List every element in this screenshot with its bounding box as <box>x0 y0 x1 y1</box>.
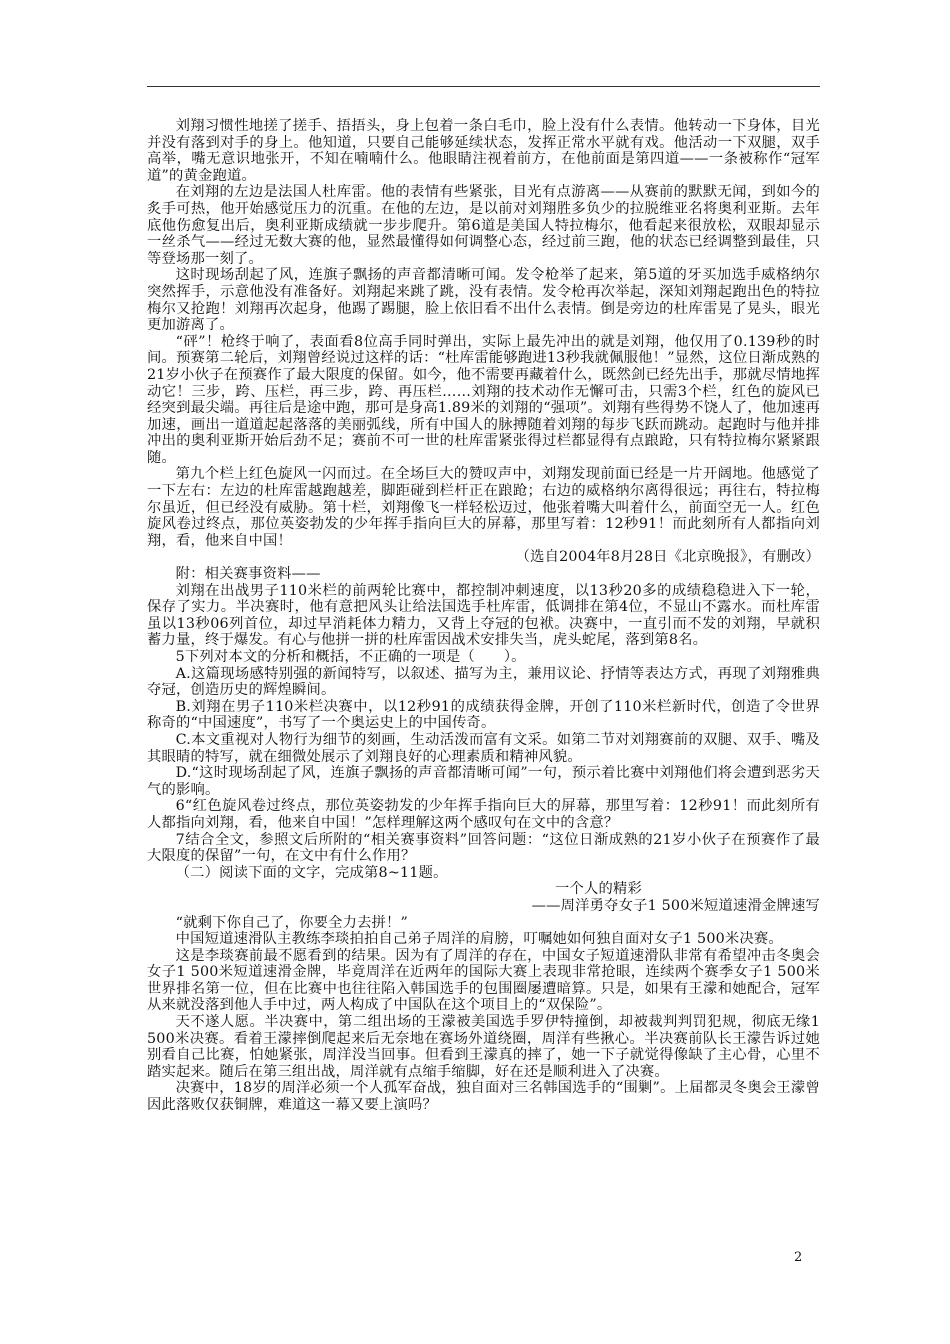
question-5-option-a: A.这篇现场感特别强的新闻特写，以叙述、描写为主，兼用议论、抒情等表达方式，再现了刘翔雅典夺冠，创造历史的辉煌瞬间。 <box>147 665 820 699</box>
appendix-heading: 附：相关赛事资料—— <box>175 566 321 583</box>
article2-subtitle: ——周洋勇夺女子1 500米短道速滑金牌速写 <box>531 897 820 914</box>
question-6: 6“红色旋风卷过终点，那位英姿勃发的少年挥手指向巨大的屏幕，那里写着：12秒91！而此刻所有人都指向刘翔，看，他来自中国！”怎样理解这两个感叹句在文中的含意？ <box>147 798 820 831</box>
question-5-stem: 5下列对本文的分析和概括，不正确的一项是（ ）。 <box>175 649 526 665</box>
article1-source: （选自2004年8月28日《北京晚报》，有删改） <box>515 549 820 566</box>
question-5-option-d: D.“这时现场刮起了风，连旗子飘扬的声音都清晰可闻”一句，预示着比赛中刘翔他们将会遭到恶劣天气的影响。 <box>147 765 820 798</box>
header-rule <box>147 86 820 87</box>
article2-paragraph-3: 这是李琰赛前最不愿看到的结果。因为有了周洋的存在，中国女子短道速滑队非常有希望冲击冬奥会女子1 500米短道速滑金牌，毕竟周洋在近两年的国际大赛上表现非常抢眼，连续两个赛季女子1 500米世界排名第一位，但在比赛中也往往陷入韩国选手的包围圈屡遭暗算。只是，如果有王濛和她配合，冠军从来就没落到他人手中过，两人构成了中国队在这个项目上的“双保险”。 <box>147 947 820 1014</box>
article2-paragraph-5: 决赛中，18岁的周洋必须一个人孤军奋战，独自面对三名韩国选手的“围剿”。上届都灵冬奥会王濛曾因此落败仅获铜牌，难道这一幕又要上演吗？ <box>147 1080 820 1114</box>
article1-paragraph-5: 第九个栏上红色旋风一闪而过。在全场巨大的赞叹声中，刘翔发现前面已经是一片开阔地。他感觉了一下左右：左边的杜库雷越跑越差，脚距碰到栏杆正在踉跄；右边的威格纳尔离得很远；再往右，特拉梅尔虽近，但已经没有威胁。第十栏，刘翔像飞一样轻松迈过，他张着嘴大叫着什么，前面空无一人。红色旋风卷过终点，那位英姿勃发的少年挥手指向巨大的屏幕，那里写着：12秒91！而此刻所有人都指向刘翔，看，他来自中国！ <box>147 466 820 549</box>
article1-paragraph-3: 这时现场刮起了风，连旗子飘扬的声音都清晰可闻。发令枪举了起来，第5道的牙买加选手威格纳尔突然挥手，示意他没有准备好。刘翔起来跳了跳，没有表情。发令枪再次举起，深知刘翔起跑出色的特拉梅尔又抢跑！刘翔再次起身，他踢了踢腿，脸上依旧看不出什么表情。倒是旁边的杜库雷晃了晃头，眼光更加游离了。 <box>147 267 820 334</box>
section-2-heading: （二）阅读下面的文字，完成第8~11题。 <box>175 864 448 881</box>
question-7: 7结合全文，参照文后所附的“相关赛事资料”回答问题：“这位日渐成熟的21岁小伙子在预赛作了最大限度的保留”一句，在文中有什么作用？ <box>147 831 820 865</box>
article1-paragraph-2: 在刘翔的左边是法国人杜库雷。他的表情有些紧张，目光有点游离——从赛前的默默无闻，到如今的炙手可热，他开始感觉压力的沉重。在他的左边，是以前对刘翔胜多负少的拉脱维亚名将奥利亚斯。去年底他伤愈复出后，奥利亚斯成绩就一步步爬升。第6道是美国人特拉梅尔，他看起来很放松，双眼却显示一丝杀气——经过无数大赛的他，显然最懂得如何调整心态，经过前三跑，他的状态已经调整到最佳，只等登场那一刻了。 <box>147 184 820 267</box>
article2-title: 一个人的精彩 <box>555 881 642 898</box>
page-number: 2 <box>794 1250 803 1265</box>
article1-paragraph-1: 刘翔习惯性地搓了搓手、捂捂头，身上包着一条白毛巾，脸上没有什么表情。他转动一下身体，目光并没有落到对手的身上。他知道，只要自己能够延续状态，发挥正常水平就有戏。他活动一下双腿，双手高举，嘴无意识地张开，不知在喃喃什么。他眼睛注视着前方，在他前面是第四道——一条被称作“冠军道”的黄金跑道。 <box>147 118 820 184</box>
article2-paragraph-2: 中国短道速滑队主教练李琰拍拍自己弟子周洋的肩膀，叮嘱她如何独自面对女子1 500米决赛。 <box>175 931 783 948</box>
question-5-option-b: B.刘翔在男子110米栏决赛中，以12秒91的成绩获得金牌，开创了110米栏新时代，创造了令世界称奇的“中国速度”，书写了一个奥运史上的中国传奇。 <box>147 698 820 732</box>
question-5-option-c: C.本文重视对人物行为细节的刻画，生动活泼而富有文采。如第二节对刘翔赛前的双腿、双手、嘴及其眼睛的特写，就在细微处展示了刘翔良好的心理素质和精神风貌。 <box>147 731 820 765</box>
document-body <box>147 118 820 1114</box>
article2-paragraph-1: “就剩下你自己了，你要全力去拼！” <box>175 914 409 931</box>
article1-paragraph-4: “砰”！枪终于响了，表面看8位高手同时弹出，实际上最先冲出的就是刘翔，他仅用了0.139秒的时间。预赛第二轮后，刘翔曾经说过这样的话：“杜库雷能够跑进13秒我就佩服他！”显然，这位日渐成熟的21岁小伙子在预赛作了最大限度的保留。如今，他不需要再藏着什么，既然剑已经先出手，那就尽情地挥动它！三步，跨、压栏，再三步，跨、再压栏……刘翔的技术动作无懈可击，只需3个栏，红色的旋风已经突到最尖端。再往后是途中跑，那可是身高1.89米的刘翔的“强项”。刘翔有些得势不饶人了，他加速再加速，画出一道道起起落落的美丽弧线，所有中国人的脉搏随着刘翔的每步飞跃而跳动。起跑时与他并排冲出的奥利亚斯开始后劲不足；赛前不可一世的杜库雷紧张得过栏都显得有点踉跄，只有特拉梅尔紧紧跟随。 <box>147 333 820 466</box>
appendix-text: 刘翔在出战男子110米栏的前两轮比赛中，都控制冲刺速度，以13秒20多的成绩稳稳进入下一轮，保存了实力。半决赛时，他有意把风头让给法国选手杜库雷，低调排在第4位，不显山不露水。而杜库雷虽以13秒06列首位，却过早消耗体力精力，又背上夺冠的包袱。决赛中，一直引而不发的刘翔，早就积蓄力量，终于爆发。有心与他拼一拼的杜库雷因战术安排失当，虎头蛇尾，落到第8名。 <box>147 582 820 649</box>
article2-paragraph-4: 天不遂人愿。半决赛中，第二组出场的王濛被美国选手罗伊特撞倒，却被裁判判罚犯规，彻底无缘1 500米决赛。看着王濛摔倒爬起来后无奈地在赛场外道绕圈，周洋有些揪心。半决赛前队长王濛告诉过她别看自己比赛，怕她紧张，周洋没当回事。但看到王濛真的摔了，她一下子就觉得像缺了主心骨，心里不踏实起来。随后在第三组出战，周洋就有点缩手缩脚，好在还是顺利进入了决赛。 <box>147 1014 820 1080</box>
